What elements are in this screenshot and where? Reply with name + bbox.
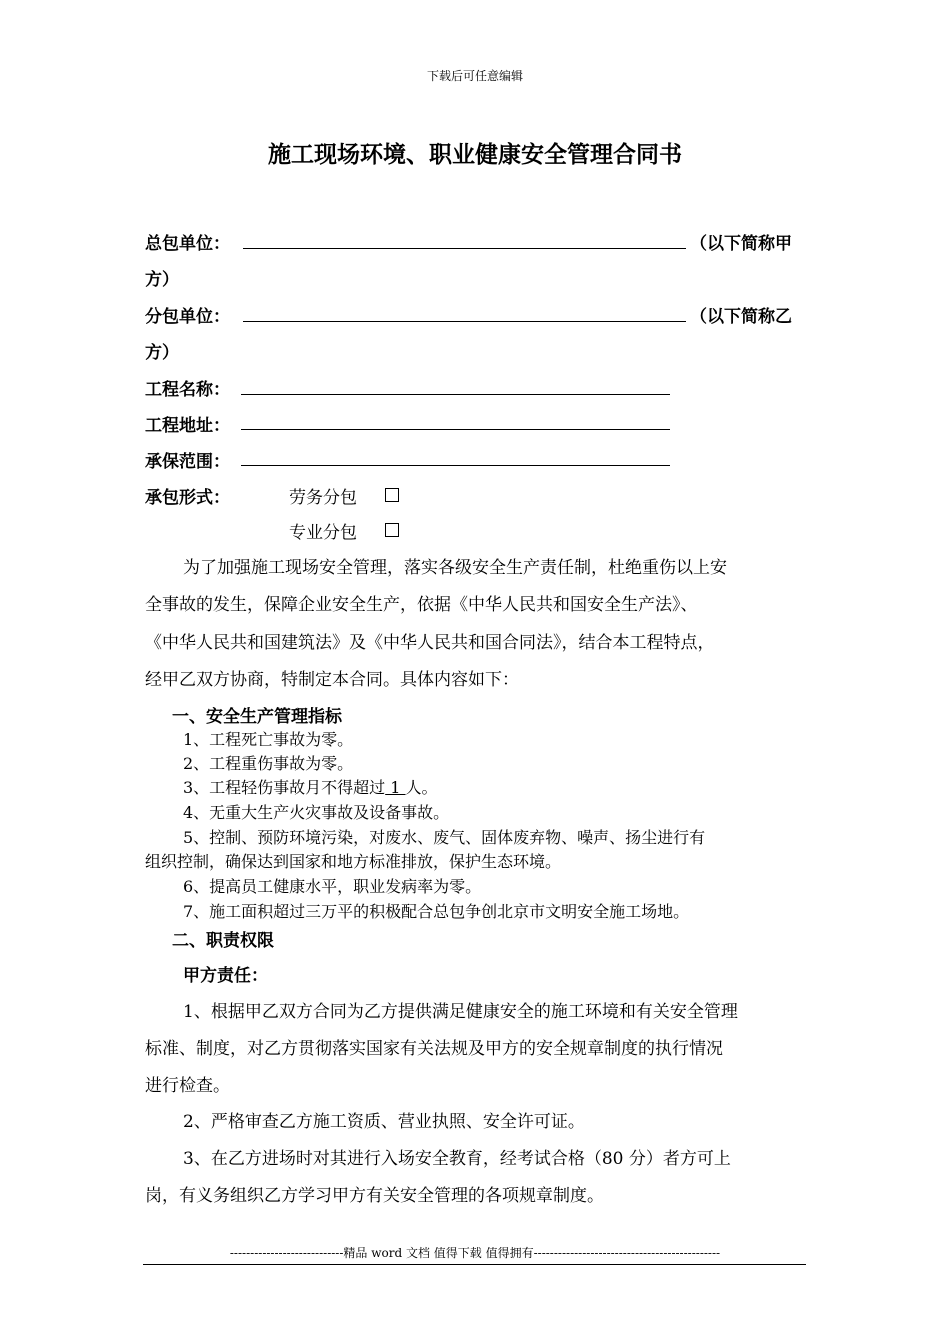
- option-labor-label: 劳务分包: [289, 488, 357, 508]
- intro-line: 《中华人民共和国建筑法》及《中华人民共和国合同法》，结合本工程特点，: [145, 633, 715, 653]
- responsibility-line: 标准、制度，对乙方贯彻落实国家有关法规及甲方的安全规章制度的执行情况: [145, 1039, 723, 1059]
- professional-checkbox[interactable]: [385, 519, 399, 538]
- indicator-item: 6、提高员工健康水平，职业发病率为零。: [183, 877, 482, 896]
- subcontractor-suffix: （以下简称乙: [690, 307, 792, 327]
- indicator-item: 5、控制、预防环境污染，对废水、废气、固体废弃物、噪声、扬尘进行有: [183, 828, 706, 847]
- minor-injury-limit-value: 1: [385, 778, 406, 797]
- intro-line: 全事故的发生，保障企业安全生产，依据《中华人民共和国安全生产法》、: [145, 595, 698, 615]
- party-a-responsibility-heading: 甲方责任：: [183, 966, 268, 986]
- subcontractor-blank-line[interactable]: [243, 321, 686, 322]
- scope-blank-line[interactable]: [241, 465, 670, 466]
- indicator-item-text: 3、工程轻伤事故月不得超过: [183, 778, 386, 797]
- intro-line: 为了加强施工现场安全管理，落实各级安全生产责任制，杜绝重伤以上安: [183, 558, 727, 578]
- contractor-suffix: （以下简称甲: [690, 234, 792, 254]
- section2-heading: 二、职责权限: [172, 931, 274, 951]
- responsibility-line: 进行检查。: [145, 1076, 230, 1096]
- labor-checkbox[interactable]: [385, 484, 399, 503]
- project-name-label: 工程名称：: [145, 380, 230, 400]
- contractor-label: 总包单位：: [145, 234, 230, 254]
- section1-heading: 一、安全生产管理指标: [172, 707, 342, 727]
- scope-label: 承保范围：: [145, 452, 230, 472]
- contract-form-label: 承包形式：: [145, 488, 230, 508]
- project-address-blank-line[interactable]: [241, 429, 670, 430]
- subcontractor-label: 分包单位：: [145, 307, 230, 327]
- document-title: 施工现场环境、职业健康安全管理合同书: [268, 142, 682, 168]
- contractor-suffix-end: 方）: [145, 270, 179, 290]
- responsibility-line: 岗，有义务组织乙方学习甲方有关安全管理的各项规章制度。: [145, 1186, 604, 1206]
- indicator-item: 1、工程死亡事故为零。: [183, 730, 354, 749]
- subcontractor-suffix-end: 方）: [145, 343, 179, 363]
- intro-line: 经甲乙双方协商，特制定本合同。具体内容如下：: [145, 670, 519, 690]
- footer-note: ----------------------------精品 word 文档 值得下载 值得拥有----------------------------------------------: [229, 1246, 721, 1260]
- project-address-label: 工程地址：: [145, 416, 230, 436]
- indicator-item-limit: [183, 775, 438, 798]
- project-name-blank-line[interactable]: [241, 394, 670, 395]
- indicator-item: 7、施工面积超过三万平的积极配合总包争创北京市文明安全施工场地。: [183, 902, 690, 921]
- responsibility-line: 3、在乙方进场时对其进行入场安全教育，经考试合格（80 分）者方可上: [183, 1149, 731, 1169]
- responsibility-line: 2、严格审查乙方施工资质、营业执照、安全许可证。: [183, 1112, 585, 1132]
- indicator-item: 组织控制，确保达到国家和地方标准排放，保护生态环境。: [145, 852, 562, 871]
- indicator-item-unit: 人。: [405, 778, 438, 797]
- indicator-item: 2、工程重伤事故为零。: [183, 754, 354, 773]
- footer-rule: [143, 1264, 806, 1265]
- indicator-item: 4、无重大生产火灾事故及设备事故。: [183, 803, 450, 822]
- option-professional-label: 专业分包: [289, 523, 357, 543]
- header-note: 下载后可任意编辑: [426, 69, 523, 83]
- contractor-blank-line[interactable]: [243, 248, 686, 249]
- responsibility-line: 1、根据甲乙双方合同为乙方提供满足健康安全的施工环境和有关安全管理: [183, 1002, 738, 1022]
